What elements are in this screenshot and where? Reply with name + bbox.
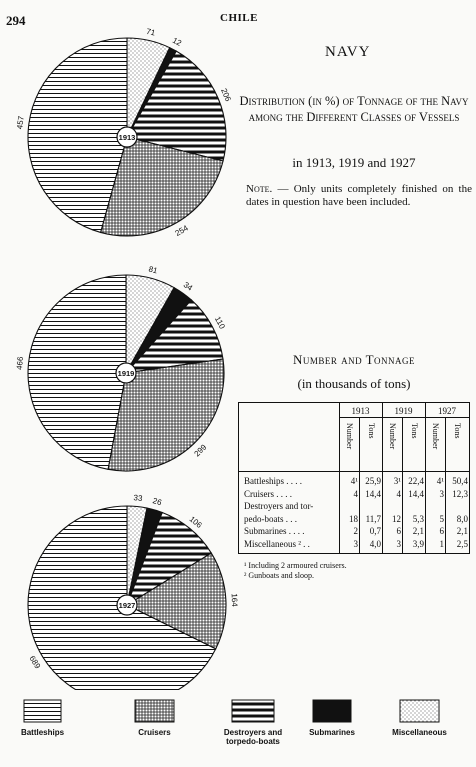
- page-number: 294: [6, 13, 26, 28]
- legend-label-cruisers: Cruisers: [138, 728, 171, 737]
- pie-1919-label-battleships: 466: [14, 356, 26, 371]
- table-cell-0-5: 50,4: [452, 476, 468, 486]
- pie-1913-label-miscellaneous: 71: [145, 26, 157, 38]
- pie-1927-label-destroyers-and-torpedo-boats: 106: [187, 514, 204, 530]
- table-row-label-2: Destroyers and tor-: [244, 501, 314, 511]
- table-cell-4-0: 2: [353, 526, 358, 536]
- table-row-label-5: Miscellaneous ² . .: [244, 538, 310, 549]
- table-subheader-1919-number: Number: [388, 423, 397, 450]
- table-subheader-1927-number: Number: [431, 423, 440, 450]
- table-subheader-1927-tons: Tons: [453, 423, 462, 439]
- legend-label-submarines: Submarines: [309, 728, 355, 737]
- table-row-label-3: pedo-boats . . .: [244, 513, 297, 524]
- legend-label-misc: Miscellaneous: [392, 728, 447, 737]
- pie-1913-label-submarines: 12: [170, 35, 184, 48]
- legend-label-destroyers: Destroyers and torpedo-boats: [223, 728, 283, 746]
- pie-1927-label-submarines: 26: [151, 496, 163, 508]
- table-cell-3-0: 18: [349, 513, 358, 524]
- note-text: — Only units completely finished on the dates in question have been included.: [246, 183, 472, 208]
- table-year-1927: 1927: [438, 406, 456, 416]
- pie-1913-label-cruisers: 254: [173, 223, 190, 238]
- legend-label-battleships: Battleships: [20, 728, 65, 737]
- pie-1919: [15, 264, 227, 470]
- table-cell-4-5: 2,1: [456, 526, 468, 536]
- table-rule-years: [339, 417, 469, 418]
- table-cell-5-4: 1: [439, 538, 444, 549]
- table-cell-5-5: 2,5: [456, 538, 468, 549]
- table-subheader-1913-number: Number: [345, 423, 354, 450]
- table-row-label-4: Submarines . . . .: [244, 526, 305, 536]
- table-cell-4-2: 6: [396, 526, 401, 536]
- table-year-1913: 1913: [351, 406, 370, 416]
- table-cell-3-3: 5,3: [412, 513, 424, 524]
- pie-1919-year: 1919: [117, 369, 135, 378]
- table-cell-5-1: 4,0: [369, 538, 381, 549]
- table-cell-5-2: 3: [396, 538, 401, 549]
- table-cell-0-3: 22,4: [408, 476, 424, 486]
- pie-1913-year: 1913: [118, 133, 136, 142]
- table-cell-0-4: 4¹: [436, 476, 444, 486]
- table-cell-3-4: 5: [439, 513, 444, 524]
- pie-1919-label-cruisers: 299: [192, 442, 209, 459]
- table-cell-4-3: 2,1: [412, 526, 424, 536]
- table-cell-1-3: 14,4: [408, 488, 424, 499]
- pie-1927-year: 1927: [118, 601, 136, 610]
- table-row-label-1: Cruisers . . . .: [244, 488, 292, 499]
- navy-title: NAVY: [325, 44, 371, 60]
- table-cell-1-2: 4: [396, 488, 401, 499]
- distribution-years: in 1913, 1919 and 1927: [292, 155, 416, 170]
- distribution-title: Distribution (in %) of Tonnage of the Navy among the Different Classes of Vessels: [239, 94, 469, 124]
- pie-1913: [15, 27, 233, 238]
- table-row-label-0: Battleships . . . .: [244, 476, 302, 486]
- table-cell-5-3: 3,9: [412, 538, 424, 549]
- table-subheader-1913-tons: Tons: [366, 423, 376, 439]
- table-cell-0-2: 3¹: [393, 476, 401, 486]
- pie-1927-label-miscellaneous: 33: [133, 493, 143, 504]
- table-cell-4-4: 6: [439, 526, 444, 536]
- table-cell-1-4: 3: [439, 488, 444, 499]
- footnote-1: ¹ Including 2 armoured cruisers.: [244, 561, 347, 570]
- pie-1913-label-battleships: 457: [15, 115, 26, 130]
- table-title: Number and Tonnage: [292, 352, 416, 367]
- table-cell-0-0: 4¹: [350, 476, 358, 486]
- pie-1919-slice-battleships: [28, 275, 126, 469]
- pie-1927-label-battleships: 689: [27, 654, 43, 671]
- pie-1927-label-cruisers: 164: [229, 593, 240, 607]
- table-cell-3-1: 11,7: [365, 513, 381, 524]
- table-cell-1-0: 4: [353, 488, 358, 499]
- table-cell-0-1: 25,9: [365, 476, 381, 486]
- note-label: Note.: [246, 183, 273, 195]
- pie-1919-label-submarines: 34: [181, 280, 195, 293]
- running-head: CHILE: [220, 12, 258, 24]
- table-cell-1-5: 12,3: [452, 488, 468, 499]
- table-subtitle: (in thousands of tons): [297, 376, 411, 391]
- pie-1913-label-destroyers-and-torpedo-boats: 206: [219, 86, 233, 103]
- footnote-2: ² Gunboats and sloop.: [244, 571, 314, 580]
- footnotes: [244, 561, 347, 581]
- table-cell-4-1: 0,7: [369, 526, 381, 536]
- table-rule-header: [239, 471, 469, 472]
- pie-1919-label-destroyers-and-torpedo-boats: 110: [212, 314, 227, 331]
- table-cell-5-0: 3: [353, 538, 358, 549]
- pie-1919-label-miscellaneous: 81: [147, 264, 159, 276]
- pie-1927: [27, 493, 239, 690]
- table-cell-3-5: 8,0: [456, 513, 468, 524]
- table-cell-1-1: 14,4: [365, 488, 381, 499]
- table-subheader-1919-tons: Tons: [409, 423, 419, 439]
- legend-labels: [0, 690, 476, 767]
- tonnage-table: [238, 402, 470, 554]
- table-cell-3-2: 12: [392, 513, 401, 524]
- table-year-1919: 1919: [394, 406, 413, 416]
